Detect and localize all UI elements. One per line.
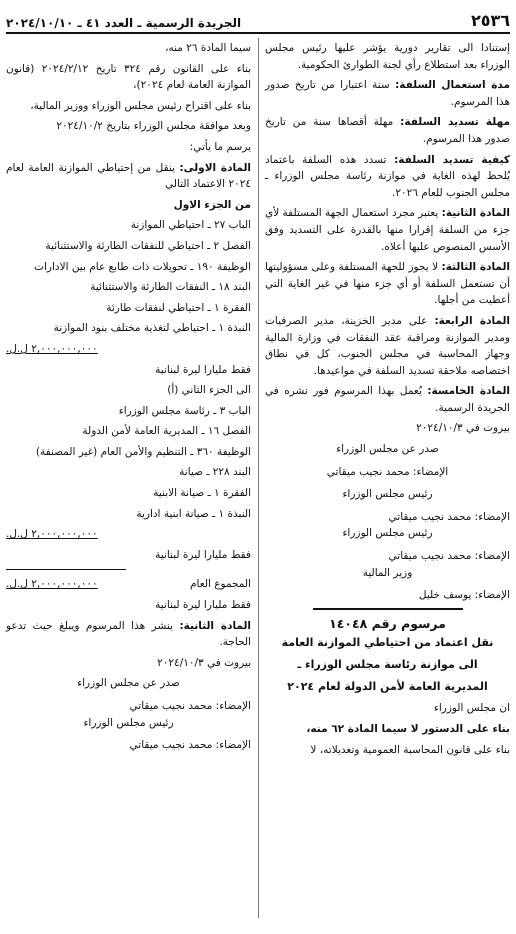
grand-total-row xyxy=(6,576,251,593)
continued-line: سيما المادة ٢٦ منه، xyxy=(165,42,251,54)
part-1-section: الفصل ٢ ـ احتياطي للنفقات الطارئة والاستثنائية xyxy=(45,239,251,252)
part-1-chapter: الباب ٢٧ ـ احتياطي الموازنة xyxy=(130,219,251,232)
article-4 xyxy=(265,313,510,379)
article-5-label: المادة الخامسة: xyxy=(427,385,511,398)
article-3-text: لا يجوز للجهة المستلفة وعلى مسؤوليتها أن تستعمل السلفة أو أي جزء منها في غير الغاية التي أعطيت من أجلها. xyxy=(265,261,510,307)
finance-minister-title: وزير المالية xyxy=(362,566,413,579)
gazette-title: الجريدة الرسمية ـ العدد ٤١ ـ ٢٠٢٤/١٠/١٠ xyxy=(6,16,242,30)
grand-total-words: فقط مليارا ليرة لبنانية xyxy=(155,599,251,612)
pm-title-2: رئيس مجلس الوزراء xyxy=(342,527,433,540)
grand-total-value: ٢,٠٠٠,٠٠٠,٠٠٠ ل.ل. xyxy=(6,578,98,591)
addressee: ان مجلس الوزراء xyxy=(433,702,510,715)
part-1-function: الوظيفة ١٩٠ ـ تحويلات ذات طابع عام بين الادارات xyxy=(34,260,251,273)
signature-1: الإمضاء: محمد نجيب ميقاتي xyxy=(326,465,449,478)
repayment-label: مهلة تسديد السلفة: xyxy=(400,116,511,129)
article-2-left-label: المادة الثانية: xyxy=(179,619,251,632)
article-4-text: على مدير الخزينة، مدير الصرفيات ومدير الموازنة ومراقبة عقد النفقات في وزارة المالية وجهاز المحاسبة في مجلس الجنوب، كل في نطاق اختصاصه ملاحقة تسديد السلفة في مواعيدها. xyxy=(265,314,510,377)
issued-by: صدر عن مجلس الوزراء xyxy=(336,443,439,456)
part-2-function: الوظيفة ٣٦٠ ـ التنظيم والأمن العام (غير المصنفة) xyxy=(35,445,251,458)
total-rule xyxy=(6,569,126,570)
pm-title-1: رئيس مجلس الوزراء xyxy=(342,488,433,501)
duration-text: سنة اعتبارا من تاريخ صدور هذا المرسوم. xyxy=(265,79,510,108)
article-2-left-text: ينشر هذا المرسوم ويبلغ حيث تدعو الحاجة. xyxy=(6,619,251,649)
article-1-label: المادة الاولى: xyxy=(179,161,251,174)
article-2-left xyxy=(6,618,251,651)
article-2 xyxy=(265,205,510,255)
repayment-text: مهلة أقصاها سنة من تاريخ صدور هذا المرسوم. xyxy=(265,116,510,145)
repayment-paragraph xyxy=(265,114,510,147)
decree-subtitle-1: نقل اعتماد من احتياطي الموازنة العامة xyxy=(281,636,494,650)
article-3-label: المادة الثالثة: xyxy=(441,261,510,274)
signature-3: الإمضاء: محمد نجيب ميقاتي xyxy=(388,550,510,563)
page-number: ٢٥٣٦ xyxy=(470,11,510,30)
issued-by-left: صدر عن مجلس الوزراء xyxy=(77,677,180,690)
signature-left-2: الإمضاء: محمد نجيب ميقاتي xyxy=(129,739,251,752)
basis-accounting-law: بناء على قانون المحاسبة العمومية وتعديلاته، لا xyxy=(310,743,510,756)
decree-subtitle-2: الى موازنة رئاسة مجلس الوزراء ـ xyxy=(297,658,478,672)
article-2-text: يعتبر مجرد استعمال الجهة المستلفة لأي جزء من السلفة إقرارا منها بالقدرة على التسديد وفق الأسس المنصوص عليها أعلاه. xyxy=(265,207,510,253)
article-3 xyxy=(265,259,510,309)
article-1 xyxy=(6,160,251,193)
duration-paragraph xyxy=(265,77,510,110)
part-2-section: الفصل ١٦ ـ المديرية العامة لأمن الدولة xyxy=(82,425,251,438)
amount-2: ٢,٠٠٠,٠٠٠,٠٠٠ ل.ل. xyxy=(6,528,98,541)
grand-total-label: المجموع العام xyxy=(190,578,251,591)
amount-2-words: فقط مليارا ليرة لبنانية xyxy=(155,548,251,561)
duration-label: مدة استعمال السلفة: xyxy=(395,79,510,92)
section-divider xyxy=(313,608,463,610)
intro-paragraph: إستنادا الى تقارير دورية يؤشر عليها رئيس مجلس الوزراء بعد استطلاع رأي لجنة الطوارئ الحكومية. xyxy=(265,42,510,71)
part-2-item: البند ٢٢٨ ـ صيانة xyxy=(179,466,251,479)
decree-date: بيروت في ٢٠٢٤/١٠/٣ xyxy=(416,422,510,435)
column-divider xyxy=(258,38,259,918)
amount-1-words: فقط مليارا ليرة لبنانية xyxy=(155,363,251,376)
decrees-following: يرسم ما يأتي: xyxy=(189,140,251,153)
article-4-label: المادة الرابعة: xyxy=(434,314,511,327)
amount-1: ٢,٠٠٠,٠٠٠,٠٠٠ ل.ل. xyxy=(6,342,98,355)
method-text: تسدد هذه السلفة باعتماد يُلحظ لهذه الغاية في موازنة رئاسة مجلس الوزراء ـ مجلس الجنوب للعام ٢٠٢٦. xyxy=(265,153,510,199)
part-1-paragraph: الفقرة ١ ـ احتياطي لنفقات طارئة xyxy=(106,301,251,314)
part-1-subitem: النبذة ١ ـ احتياطي لتغذية مختلف بنود الموازنة xyxy=(53,322,251,335)
method-paragraph xyxy=(265,152,510,202)
part-2-chapter: الباب ٣ ـ رئاسة مجلس الوزراء xyxy=(118,404,251,417)
basis-proposal: بناء على اقتراح رئيس مجلس الوزراء ووزير المالية، xyxy=(30,99,251,112)
part-1-item: البند ١٨ ـ النفقات الطارئة والاستثنائية xyxy=(90,281,251,294)
part-2-paragraph: الفقرة ١ ـ صيانة الابنية xyxy=(153,487,251,500)
basis-budget-law: بناء على القانون رقم ٣٢٤ تاريخ ٢٠٢٤/٢/١٢ (قانون الموازنة العامة لعام ٢٠٢٤)، xyxy=(6,62,251,92)
left-column xyxy=(6,40,251,754)
article-2-label: المادة الثانية: xyxy=(441,207,510,220)
basis-constitution: بناء على الدستور لا سيما المادة ٦٢ منه، xyxy=(306,723,510,735)
part-1-heading: من الجزء الاول xyxy=(173,198,251,211)
article-1-text: ينقل من إحتياطي الموازنة العامة لعام ٢٠٢٤ الاعتماد التالي xyxy=(6,161,251,191)
signature-2: الإمضاء: محمد نجيب ميقاتي xyxy=(388,510,510,523)
article-5 xyxy=(265,383,510,416)
decree-title: مرسوم رقم ١٤٠٤٨ xyxy=(329,615,446,631)
part-2-subitem: النبذة ١ ـ صيانة ابنية ادارية xyxy=(136,507,251,520)
basis-approval: وبعد موافقة مجلس الوزراء بتاريخ ٢٠٢٤/١٠/٢ xyxy=(56,120,251,133)
page-header xyxy=(6,6,510,34)
article-5-text: يُعمل بهذا المرسوم فور نشره في الجريدة الرسمية. xyxy=(265,385,510,414)
signature-left-1: الإمضاء: محمد نجيب ميقاتي xyxy=(129,700,251,712)
part-2-heading: الى الجزء الثاني (أ) xyxy=(167,384,251,397)
decree-date-left: بيروت في ٢٠٢٤/١٠/٣ xyxy=(157,656,251,669)
right-column xyxy=(265,40,510,762)
pm-title-left: رئيس مجلس الوزراء xyxy=(83,716,174,729)
decree-subtitle-3: المديرية العامة لأمن الدولة لعام ٢٠٢٤ xyxy=(287,680,488,694)
signature-4: الإمضاء: يوسف خليل xyxy=(418,589,510,602)
method-label: كيفية تسديد السلفة: xyxy=(394,153,510,166)
